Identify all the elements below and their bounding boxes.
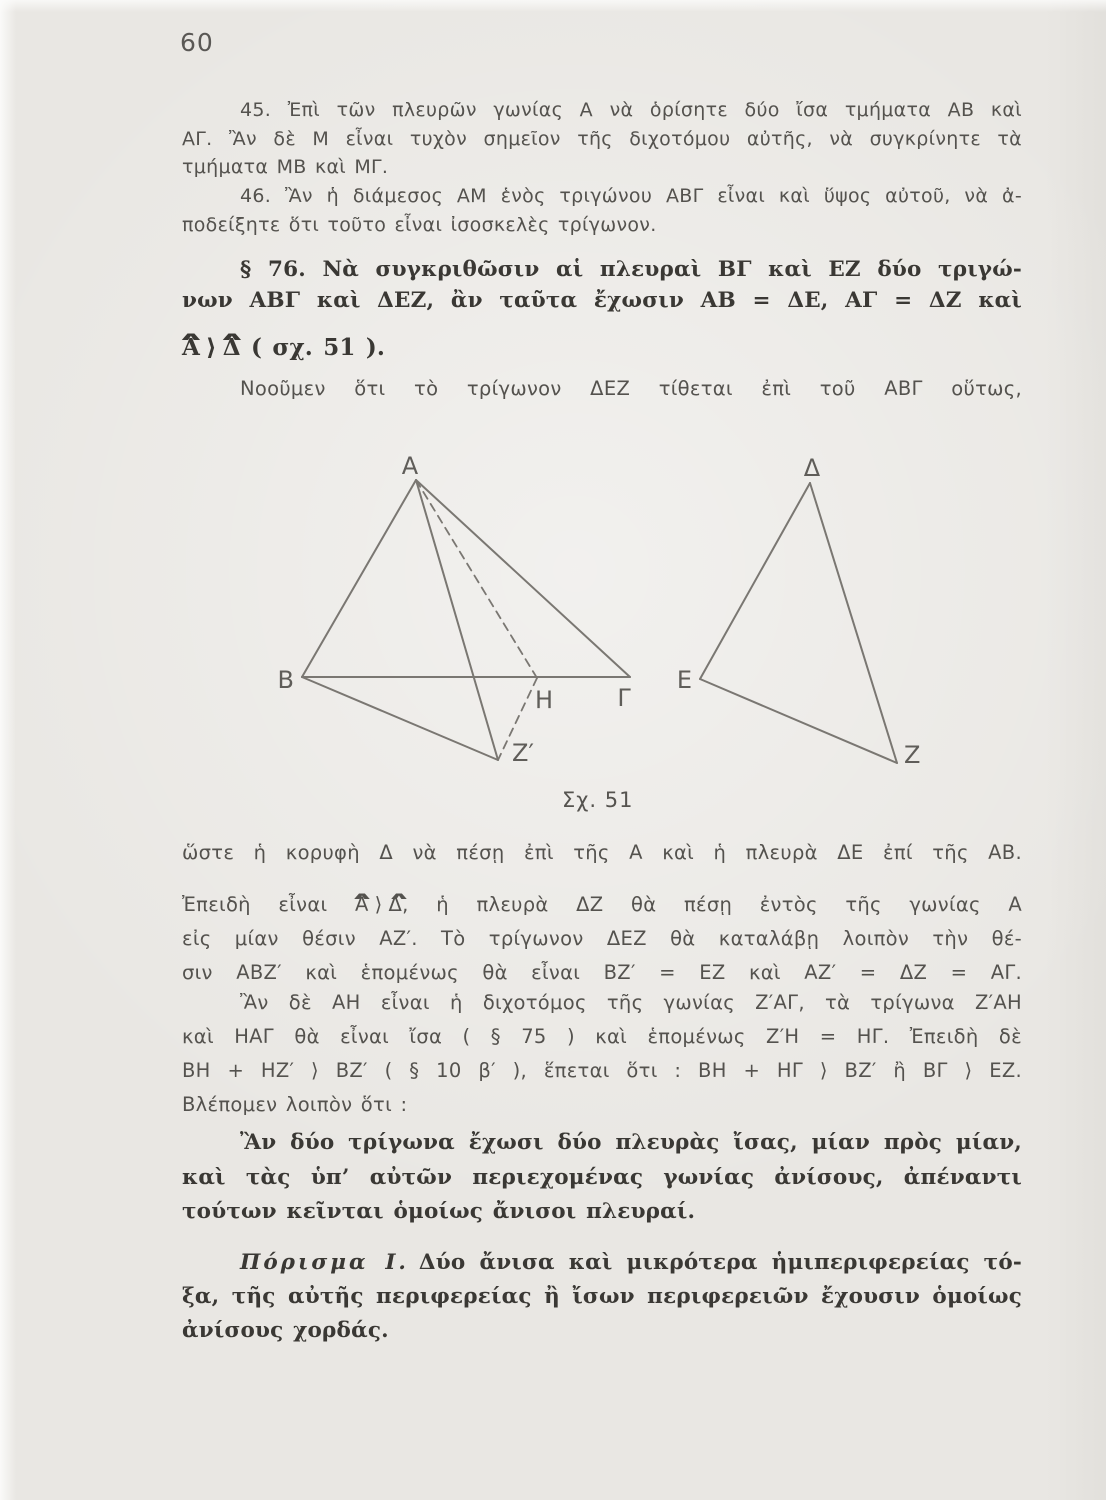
figure-caption: Σχ. 51 — [562, 788, 634, 812]
exercise-45-line-2: ΑΓ. Ἂν δὲ Μ εἶναι τυχὸν σημεῖον τῆς διχοτόμου αὐτῆς, νὰ συγκρίνητε τὰ — [182, 127, 1022, 150]
section-76-heading — [182, 254, 1022, 368]
section-76-line-1: § 76. Νὰ συγκριθῶσιν αἱ πλευραὶ ΒΓ καὶ ΕΖ δύο τριγώ- — [240, 257, 1022, 282]
nooumen-line: Νοοῦμεν ὅτι τὸ τρίγωνον ΔΕΖ τίθεται ἐπὶ τοῦ ΑΒΓ οὕτως, — [240, 377, 1022, 400]
epeidi-line-3: σιν ΑΒΖ′ καὶ ἑπομένως θὰ εἶναι ΒΖ′ = ΕΖ καὶ ΑΖ′ = ΔΖ = ΑΓ. — [182, 961, 1022, 984]
paragraph-epeidi — [182, 888, 1022, 990]
theorem-statement — [182, 1126, 1022, 1230]
edge-AZprime — [416, 480, 498, 760]
section-76-line-3 — [182, 328, 1022, 368]
corollary-line-2: ξα, τῆς αὐτῆς περιφερείας ἢ ἴσων περιφερειῶν ἔχουσιν ὁμοίως — [182, 1284, 1022, 1309]
an-de-line-4: Βλέπομεν λοιπὸν ὅτι : — [182, 1093, 408, 1116]
angle-A-hat-inline: ∧ Α — [355, 888, 369, 922]
exercise-46-line-1: 46. Ἂν ἡ διάμεσος ΑΜ ἑνὸς τριγώνου ΑΒΓ εἶναι καὶ ὕψος αὐτοῦ, νὰ ἀ- — [240, 185, 1022, 207]
an-de-line-1: Ἂν δὲ ΑΗ εἶναι ἡ διχοτόμος τῆς γωνίας Ζ′ΑΓ, τὰ τρίγωνα Ζ′ΑΗ — [240, 991, 1022, 1014]
edge-AH-bisector — [416, 480, 537, 678]
vertex-label-A: Α — [401, 452, 419, 480]
greater-than-symbol: ⟩ — [206, 334, 217, 361]
exercise-45-line-1: 45. Ἐπὶ τῶν πλευρῶν γωνίας Α νὰ ὁρίσητε δύο ἴσα τμήματα ΑΒ καὶ — [240, 99, 1022, 121]
paragraph-nooumen — [182, 372, 1022, 406]
exercise-45 — [182, 96, 1022, 182]
vertex-label-Gamma: Γ — [617, 684, 631, 712]
theorem-line-1: Ἂν δύο τρίγωνα ἔχωσι δύο πλευρὰς ἴσας, μίαν πρὸς μίαν, — [240, 1130, 1022, 1155]
corollary-1 — [182, 1246, 1022, 1348]
corollary-line-1 — [182, 1246, 1022, 1280]
corollary-line-3: ἀνίσους χορδάς. — [182, 1318, 389, 1343]
vertex-label-E: Ε — [676, 666, 692, 694]
vertex-label-Z: Ζ — [904, 741, 921, 769]
edge-BZprime — [302, 677, 498, 760]
epeidi-line-2: εἰς μίαν θέσιν ΑΖ′. Τὸ τρίγωνον ΔΕΖ θὰ καταλάβῃ λοιπὸν τὴν θέ- — [182, 927, 1022, 950]
angle-A-hat: ∧ Α — [182, 328, 200, 368]
an-de-line-2: καὶ ΗΑΓ θὰ εἶναι ἴσα ( § 75 ) καὶ ἑπομένως Ζ′Η = ΗΓ. Ἐπειδὴ δὲ — [182, 1025, 1022, 1048]
paragraph-an-de-AH — [182, 986, 1022, 1122]
epeidi-pre: Ἐπειδὴ εἶναι — [182, 893, 328, 916]
page-number: 60 — [180, 28, 214, 57]
paragraph-oste — [182, 836, 1022, 870]
corollary-label: Πόρισμα Ι. — [240, 1250, 409, 1275]
angle-D-hat-inline: ∧ Δ, — [389, 888, 409, 922]
figure-reference: ( σχ. 51 ). — [251, 334, 386, 361]
vertex-label-H: Η — [534, 686, 554, 714]
epeidi-line-1 — [182, 888, 1022, 922]
exercise-45-line-3: τμήματα ΜΒ καὶ ΜΓ. — [182, 156, 389, 179]
edge-DeltaZ — [810, 483, 897, 763]
exercise-46-line-2: ποδείξητε ὅτι τοῦτο εἶναι ἰσοσκελὲς τρίγωνον. — [182, 213, 657, 236]
vertex-label-Delta: Δ — [803, 454, 821, 482]
exercise-46 — [182, 182, 1022, 239]
edge-DeltaE — [700, 483, 810, 679]
section-76-line-2: νων ΑΒΓ καὶ ΔΕΖ, ἂν ταῦτα ἔχωσιν ΑΒ = ΔΕ, ΑΓ = ΔΖ καὶ — [182, 288, 1022, 313]
greater-than-symbol-inline: ⟩ — [374, 893, 383, 916]
edge-AGamma — [416, 480, 630, 677]
edge-AB — [302, 480, 416, 677]
corollary-line-1-rest: Δύο ἄνισα καὶ μικρότερα ἡμιπεριφερείας τό- — [418, 1250, 1022, 1275]
theorem-line-2: καὶ τὰς ὑπ’ αὐτῶν περιεχομένας γωνίας ἀνίσους, ἀπέναντι — [182, 1164, 1022, 1190]
vertex-label-Zprime: Ζ′ — [512, 739, 534, 767]
vertex-label-B: Β — [277, 666, 294, 694]
an-de-line-3: ΒΗ + ΗΖ′ ⟩ ΒΖ′ ( § 10 β′ ), ἕπεται ὅτι : ΒΗ + ΗΓ ⟩ ΒΖ′ ἢ ΒΓ ⟩ ΕΖ. — [182, 1059, 1022, 1082]
angle-D-hat: ∧ Δ — [223, 328, 241, 368]
theorem-line-3: τούτων κεῖνται ὁμοίως ἄνισοι πλευραί. — [182, 1199, 696, 1225]
edge-EZ — [700, 679, 897, 763]
epeidi-post: ἡ πλευρὰ ΔΖ θὰ πέσῃ ἐντὸς τῆς γωνίας Α — [436, 893, 1022, 916]
figure-sx-51 — [240, 430, 960, 820]
oste-line: ὥστε ἡ κορυφὴ Δ νὰ πέσῃ ἐπὶ τῆς Α καὶ ἡ πλευρὰ ΔΕ ἐπί τῆς ΑΒ. — [182, 841, 1022, 864]
